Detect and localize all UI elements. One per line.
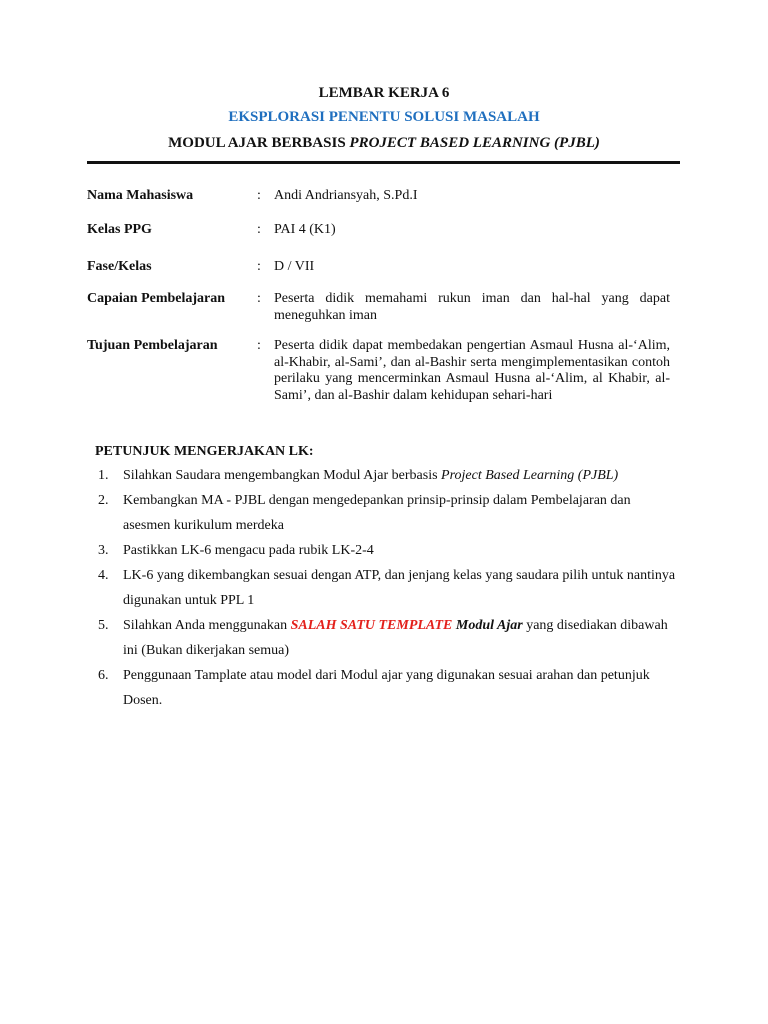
list-text-part: yang disediakan dibawah ini (Bukan dikerjakan semua) [123,618,668,658]
field-colon: : [257,222,261,237]
list-text-italic: Project Based Learning (PJBL) [441,468,619,483]
module-title-normal: MODUL AJAR BERBASIS [168,135,350,151]
list-number: 1. [98,468,109,483]
field-colon: : [257,188,261,203]
field-colon: : [257,291,261,306]
template-emphasis: SALAH SATU TEMPLATE [290,618,453,633]
list-item [87,488,680,538]
list-number: 6. [98,668,109,683]
field-value: Peserta didik memahami rukun iman dan hal-hal yang dapat meneguhkan iman [274,291,670,323]
modul-ajar-emphasis: Modul Ajar [455,618,523,633]
list-number: 5. [98,618,109,633]
list-item [87,538,680,563]
field-label: Fase/Kelas [87,259,152,274]
list-item [87,613,680,663]
field-colon: : [257,259,261,274]
header-divider [87,161,680,164]
instructions-title: PETUNJUK MENGERJAKAN LK: [95,444,314,459]
list-number: 3. [98,543,109,558]
list-number: 2. [98,493,109,508]
list-number: 4. [98,568,109,583]
field-value: PAI 4 (K1) [274,222,336,237]
module-title-italic: PROJECT BASED LEARNING (PJBL) [349,135,600,151]
worksheet-title: LEMBAR KERJA 6 [318,85,450,101]
module-title [0,135,768,152]
worksheet-subtitle: EKSPLORASI PENENTU SOLUSI MASALAH [228,109,540,125]
field-value: Peserta didik dapat membedakan pengertian Asmaul Husna al-‘Alim, al-Khabir, al-Sami’, dan al-Bashir serta mengimplementasikan contoh perilaku yang mencerminkan Asmaul Husna al-‘Alim, al Khabir, al-Sami’, dan al-Bashir dalam kehidupan sehari-hari [274,338,670,403]
list-item [87,663,680,713]
field-value: Andi Andriansyah, S.Pd.I [274,188,418,203]
field-label: Kelas PPG [87,222,152,237]
list-text [123,463,680,488]
field-label: Capaian Pembelajaran [87,291,226,306]
field-label: Tujuan Pembelajaran [87,338,218,353]
list-text-part: Silahkan Saudara mengembangkan Modul Ajar berbasis [123,468,442,483]
list-item [87,563,680,613]
list-text: LK-6 yang dikembangkan sesuai dengan ATP, dan jenjang kelas yang saudara pilih untuk nantinya digunakan untuk PPL 1 [123,568,676,608]
instructions-list [87,463,680,713]
list-item [87,463,680,488]
list-text-part: Silahkan Anda menggunakan [123,618,291,633]
list-text [123,613,680,663]
field-value: D / VII [274,259,315,274]
list-text: Pastikkan LK-6 mengacu pada rubik LK-2-4 [123,543,374,558]
list-text: Penggunaan Tamplate atau model dari Modul ajar yang digunakan sesuai arahan dan petunjuk Dosen. [123,668,650,708]
list-text: Kembangkan MA - PJBL dengan mengedepankan prinsip-prinsip dalam Pembelajaran dan asesmen kurikulum merdeka [123,493,631,533]
field-label: Nama Mahasiswa [87,188,194,203]
field-colon: : [257,338,261,353]
